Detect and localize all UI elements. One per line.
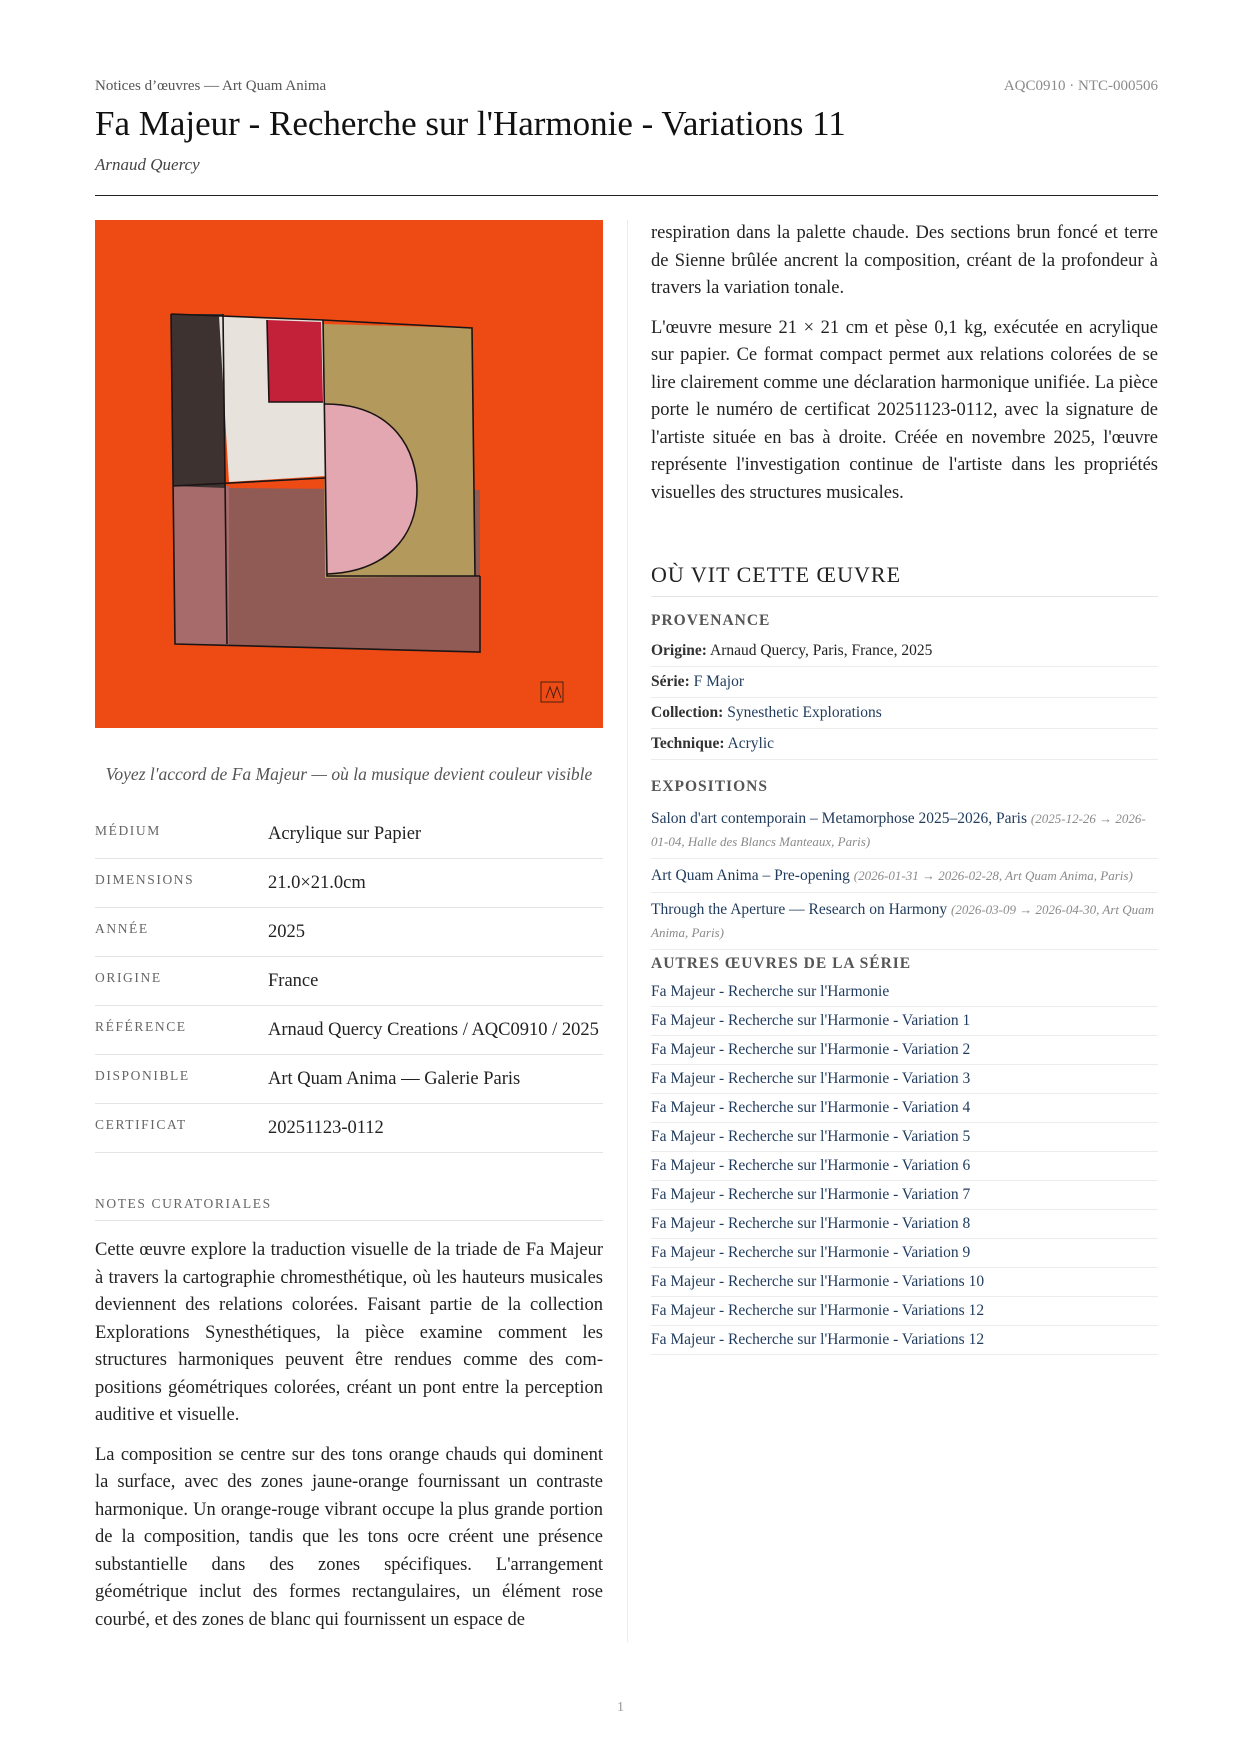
exposition-row: [651, 893, 1158, 950]
notes-paragraph-2: La composition se centre sur des tons orange chauds qui dominent la surface, avec des zones jaune-orange fournissant un contraste harmonique. Un orange-rouge vibrant occupe la plus grande portion de la composition, tandis que les tons ocre créent une présence substantielle dans des zones spécifiques. L'arrangement géométrique inclut des formes rectangulaires, un élément rose courbé, et des zones de blanc qui fournissent un espace de: [95, 1444, 603, 1630]
spec-row: [95, 1006, 603, 1055]
exposition-link[interactable]: Art Quam Anima – Pre-opening: [651, 867, 850, 884]
provenance-row: [651, 698, 1158, 729]
series-work-link[interactable]: Fa Majeur - Recherche sur l'Harmonie: [651, 978, 1158, 1007]
provenance-link[interactable]: Synesthetic Explorations: [727, 704, 882, 721]
curatorial-notes: [95, 1237, 603, 1637]
artwork-caption: Voyez l'accord de Fa Majeur — où la musique devient couleur visible: [105, 764, 593, 784]
provenance-section: [651, 612, 1158, 760]
series-work-link[interactable]: Fa Majeur - Recherche sur l'Harmonie - Variation 1: [651, 1007, 1158, 1036]
provenance-label: Série:: [651, 673, 690, 690]
provenance-row: [651, 636, 1158, 667]
page-number: 1: [617, 1700, 624, 1715]
spec-label: DIMENSIONS: [95, 872, 195, 887]
column-divider: [627, 220, 628, 1642]
spec-value: 2025: [268, 922, 305, 942]
series-heading: AUTRES ŒUVRES DE LA SÉRIE: [651, 955, 912, 972]
series-work-link[interactable]: Fa Majeur - Recherche sur l'Harmonie - Variation 6: [651, 1152, 1158, 1181]
specs-table: [95, 810, 603, 1153]
reference-codes: AQC0910 · NTC-000506: [1003, 78, 1158, 94]
series-work-link[interactable]: Fa Majeur - Recherche sur l'Harmonie - Variation 8: [651, 1210, 1158, 1239]
provenance-heading: PROVENANCE: [651, 612, 771, 629]
expositions-section: [651, 778, 1158, 950]
spec-label: ORIGINE: [95, 970, 162, 985]
notes-paragraph-2-continued: respiration dans la palette chaude. Des sections brun foncé et terre de Sienne brûlée ancrent la composition, créant de la profondeur à travers la variation tonale.: [651, 223, 1158, 298]
provenance-link[interactable]: F Major: [693, 673, 744, 690]
spec-row: [95, 908, 603, 957]
artwork-image: [95, 220, 603, 728]
exposition-row: [651, 802, 1158, 859]
spec-value: 21.0×21.0cm: [268, 873, 366, 893]
spec-row: [95, 957, 603, 1006]
spec-value: 20251123-0112: [268, 1118, 384, 1138]
series-section: [651, 955, 1158, 1355]
series-work-link[interactable]: Fa Majeur - Recherche sur l'Harmonie - Variation 7: [651, 1181, 1158, 1210]
series-work-link[interactable]: Fa Majeur - Recherche sur l'Harmonie - Variation 9: [651, 1239, 1158, 1268]
exposition-row: [651, 859, 1158, 893]
exposition-link[interactable]: Salon d'art contemporain – Metamorphose 2025–2026, Paris: [651, 810, 1028, 827]
exposition-link[interactable]: Through the Aperture — Research on Harmony: [651, 901, 948, 918]
section-label: Notices d’œuvres — Art Quam Anima: [95, 78, 327, 94]
spec-value: Acrylique sur Papier: [268, 824, 422, 844]
spec-value: Art Quam Anima — Galerie Paris: [268, 1069, 521, 1089]
provenance-label: Collection:: [651, 704, 724, 721]
spec-label: MÉDIUM: [95, 823, 161, 838]
provenance-row: [651, 729, 1158, 760]
spec-row: [95, 859, 603, 908]
header-divider: [95, 195, 1158, 196]
series-work-link[interactable]: Fa Majeur - Recherche sur l'Harmonie - Variation 4: [651, 1094, 1158, 1123]
exposition-dates: (2026-03-09 → 2026-04-30, Art Quam Anima, Paris): [651, 902, 1155, 940]
running-head: [95, 78, 1158, 98]
provenance-value: Arnaud Quercy, Paris, France, 2025: [710, 642, 933, 659]
artist-name: Arnaud Quercy: [95, 155, 200, 174]
exposition-dates: (2026-01-31 → 2026-02-28, Art Quam Anima, Paris): [853, 868, 1133, 883]
spec-row: [95, 1104, 603, 1153]
series-work-link[interactable]: Fa Majeur - Recherche sur l'Harmonie - Variation 3: [651, 1065, 1158, 1094]
provenance-label: Origine:: [651, 642, 707, 659]
artwork-title: Fa Majeur - Recherche sur l'Harmonie - Variations 11: [95, 104, 846, 143]
spec-label: RÉFÉRENCE: [95, 1019, 187, 1034]
provenance-label: Technique:: [651, 735, 725, 752]
expositions-heading: EXPOSITIONS: [651, 778, 768, 795]
notes-paragraph-1: Cette œuvre explore la traduction visuelle de la triade de Fa Majeur à travers la cartographie chromesthétique, où les hauteurs musicales deviennent des relations colorées. Faisant partie de la collection Explorations Synesthétiques, la pièce examine comment les structures harmoniques peuvent être rendues comme des compositions géométriques colorées, créant un pont entre la perception auditive et visuelle.: [95, 1240, 603, 1425]
series-work-link[interactable]: Fa Majeur - Recherche sur l'Harmonie - Variations 12: [651, 1326, 1158, 1355]
provenance-row: [651, 667, 1158, 698]
spec-label: ANNÉE: [95, 921, 149, 936]
exposition-dates: (2025-12-26 → 2026-01-04, Halle des Blancs Manteaux, Paris): [651, 811, 1146, 849]
curatorial-notes-continued: [651, 220, 1158, 519]
series-work-link[interactable]: Fa Majeur - Recherche sur l'Harmonie - Variations 12: [651, 1297, 1158, 1326]
where-heading: OÙ VIT CETTE ŒUVRE: [651, 562, 1158, 597]
spec-label: CERTIFICAT: [95, 1117, 187, 1132]
provenance-link[interactable]: Acrylic: [727, 735, 775, 752]
curatorial-notes-heading: NOTES CURATORIALES: [95, 1196, 603, 1221]
spec-value: France: [268, 971, 319, 991]
spec-value: Arnaud Quercy Creations / AQC0910 / 2025: [268, 1020, 599, 1040]
notes-paragraph-3: L'œuvre mesure 21 × 21 cm et pèse 0,1 kg, exécutée en acrylique sur papier. Ce format compact permet aux relations colorées de se lire clairement comme une déclaration harmonique unifiée. La pièce porte le numéro de certificat 20251123-0112, avec la signature de l'artiste située en bas à droite. Créée en novembre 2025, l'œuvre représente l'investigation continue de l'artiste dans les propriétés visuelles des structures musicales.: [651, 317, 1158, 503]
series-work-link[interactable]: Fa Majeur - Recherche sur l'Harmonie - Variations 10: [651, 1268, 1158, 1297]
spec-row: [95, 1055, 603, 1104]
spec-row: [95, 810, 603, 859]
series-work-link[interactable]: Fa Majeur - Recherche sur l'Harmonie - Variation 2: [651, 1036, 1158, 1065]
spec-label: DISPONIBLE: [95, 1068, 190, 1083]
series-work-link[interactable]: Fa Majeur - Recherche sur l'Harmonie - Variation 5: [651, 1123, 1158, 1152]
